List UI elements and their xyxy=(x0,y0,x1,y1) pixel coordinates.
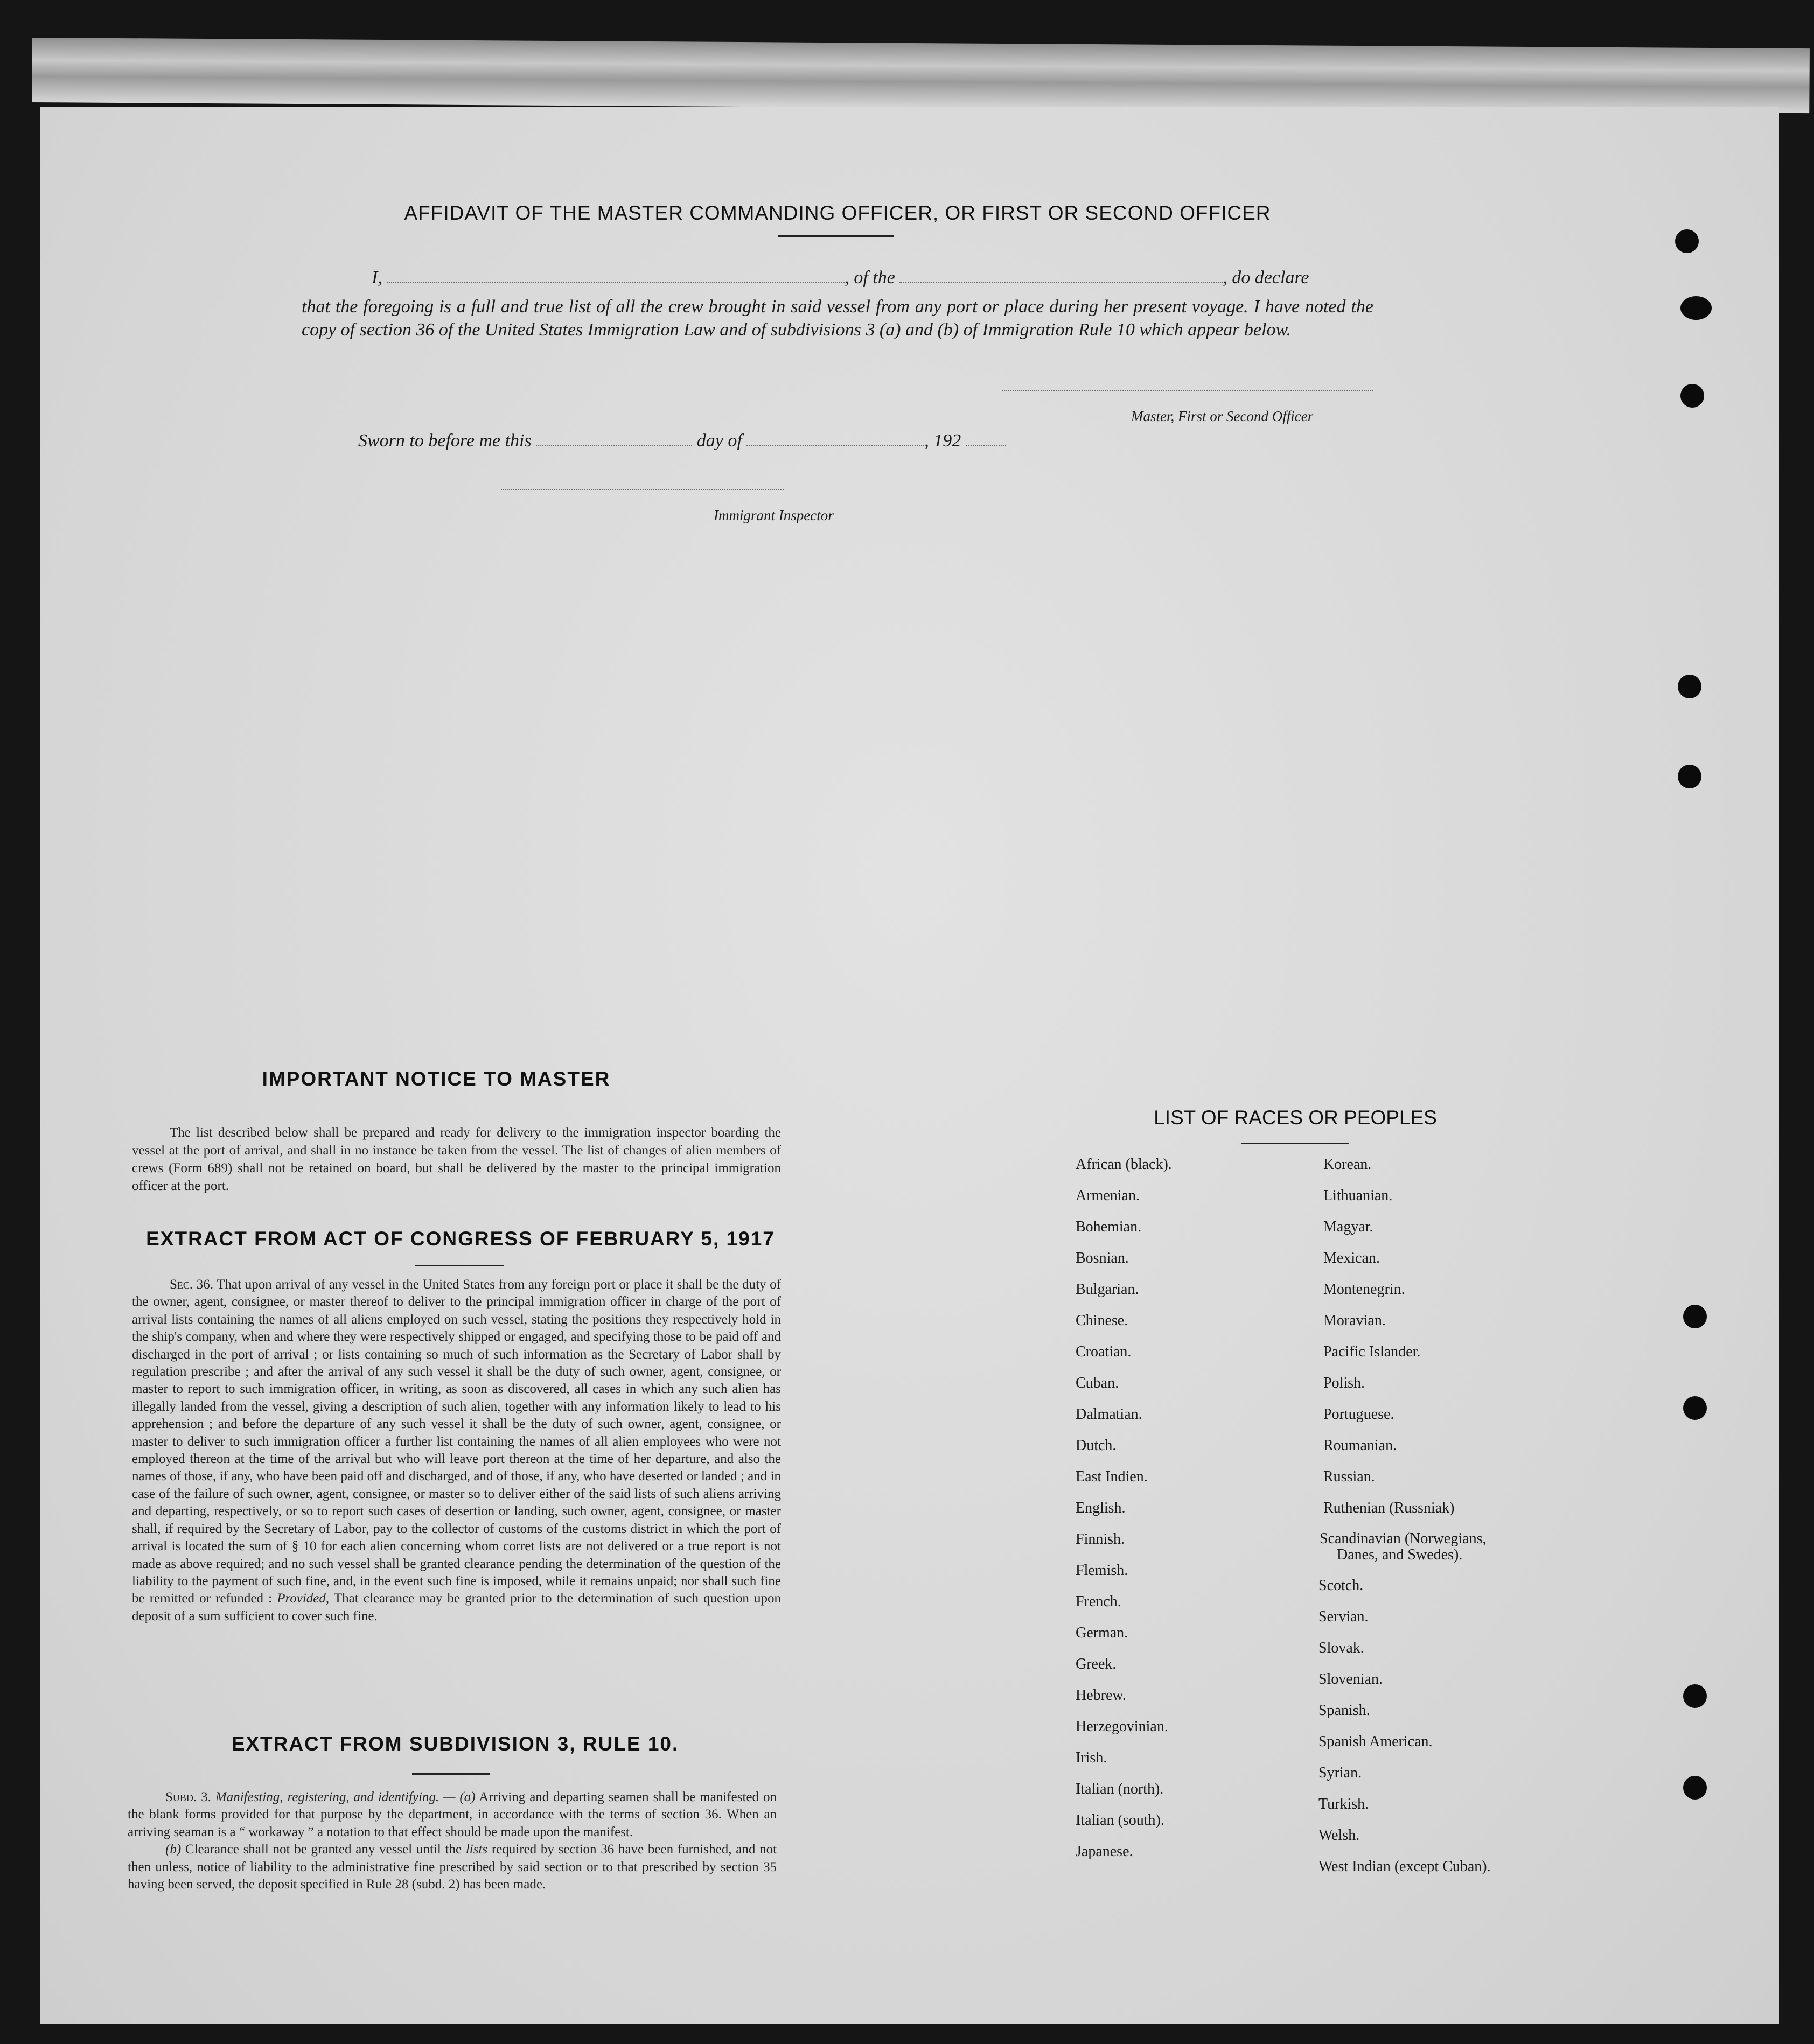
para-b-lists: lists xyxy=(465,1842,488,1857)
section-label: Sec. 36. xyxy=(170,1277,214,1292)
race-item: Mexican. xyxy=(1323,1250,1380,1266)
binder-hole xyxy=(1680,384,1704,408)
binder-hole xyxy=(1675,229,1699,253)
inspector-signature-line[interactable] xyxy=(501,489,784,490)
rule-10-text xyxy=(128,1789,777,1893)
race-item: Russian. xyxy=(1323,1468,1375,1485)
name-blank[interactable] xyxy=(387,282,845,283)
race-item: East Indien. xyxy=(1076,1468,1148,1485)
race-item: Italian (south). xyxy=(1076,1812,1164,1829)
race-item: Irish. xyxy=(1076,1749,1107,1766)
race-item: Herzegovinian. xyxy=(1076,1718,1168,1735)
affidavit-title: AFFIDAVIT OF THE MASTER COMMANDING OFFICER, OR FIRST OR SECOND OFFICER xyxy=(404,202,1271,224)
race-item: Ruthenian (Russniak) xyxy=(1323,1500,1455,1516)
para-a-label: — (a) xyxy=(443,1790,476,1804)
binder-hole xyxy=(1678,765,1701,788)
sworn-line xyxy=(358,431,1006,451)
race-item: Bosnian. xyxy=(1076,1250,1129,1266)
subd-heading: Manifesting, registering, and identifying. xyxy=(215,1790,439,1804)
race-item: Turkish. xyxy=(1318,1796,1369,1812)
race-item: Servian. xyxy=(1318,1608,1369,1625)
binder-hole xyxy=(1683,1305,1707,1328)
race-item: Italian (north). xyxy=(1076,1781,1164,1797)
races-right-column xyxy=(1323,1157,1454,1531)
race-scandinavian xyxy=(1320,1531,1486,1563)
scanned-edge-strip xyxy=(32,38,1810,113)
race-item: Korean. xyxy=(1323,1156,1372,1173)
race-item: Polish. xyxy=(1323,1375,1365,1391)
race-item: Portuguese. xyxy=(1323,1406,1394,1423)
rule-extract-rule xyxy=(412,1773,490,1775)
races-title: LIST OF RACES OR PEOPLES xyxy=(1154,1107,1437,1129)
race-item: Magyar. xyxy=(1323,1219,1373,1235)
notice-paragraph: The list described below shall be prepared and ready for delivery to the immigration inspector boarding the vessel at the port of arrival, and shall in no instance be taken from the vessel. The list of changes of alien members of crews (Form 689) shall not be retained on board, but shall be delivered by the master to the principal immigration officer at the port. xyxy=(132,1125,781,1193)
race-item: Dutch. xyxy=(1076,1437,1117,1454)
race-item: Flemish. xyxy=(1076,1562,1128,1579)
race-item: Croatian. xyxy=(1076,1343,1132,1360)
year-label: , 192 xyxy=(924,431,961,451)
race-item: Slovak. xyxy=(1318,1640,1364,1656)
sworn-day-blank[interactable] xyxy=(536,444,692,446)
race-item: German. xyxy=(1076,1625,1128,1641)
race-item: Japanese. xyxy=(1076,1843,1133,1860)
race-item: Cuban. xyxy=(1076,1375,1119,1391)
race-item: Lithuanian. xyxy=(1323,1187,1393,1204)
act-extract-title: EXTRACT FROM ACT OF CONGRESS OF FEBRUARY 5, 1917 xyxy=(146,1228,775,1250)
race-item: Finnish. xyxy=(1076,1531,1125,1548)
day-of-label: day of xyxy=(696,431,742,451)
race-item: Welsh. xyxy=(1318,1827,1360,1844)
para-b-label: (b) xyxy=(165,1842,182,1857)
race-item: Montenegrin. xyxy=(1323,1281,1405,1298)
section-36-text xyxy=(132,1276,781,1625)
races-title-rule xyxy=(1241,1143,1349,1144)
sworn-label: Sworn to before me this xyxy=(358,431,532,451)
affidavit-declare-line xyxy=(302,268,1373,288)
act-extract-rule xyxy=(415,1265,504,1266)
race-item: English. xyxy=(1076,1500,1126,1516)
vessel-blank[interactable] xyxy=(899,282,1223,283)
subd-label: Subd. 3. xyxy=(165,1790,211,1804)
race-item: Spanish American. xyxy=(1318,1733,1433,1750)
race-item: French. xyxy=(1076,1593,1121,1610)
race-item: African (black). xyxy=(1076,1156,1172,1173)
master-signature-line[interactable] xyxy=(1002,390,1373,391)
i-label: I, xyxy=(372,268,382,288)
section-36-end: That clearance may be granted prior to the determination of such question upon deposit of a sum sufficient to cover such fine. xyxy=(132,1591,781,1623)
of-the-label: , of the xyxy=(845,268,895,288)
scandinavian-line1: Scandinavian (Norwegians, xyxy=(1320,1530,1487,1547)
inspector-label: Immigrant Inspector xyxy=(714,507,834,523)
race-item: Greek. xyxy=(1076,1656,1117,1672)
provided-label: Provided, xyxy=(277,1591,330,1606)
race-item: Moravian. xyxy=(1323,1312,1386,1329)
race-item: Hebrew. xyxy=(1076,1687,1126,1704)
para-b-start: Clearance shall not be granted any vessel until the xyxy=(185,1842,462,1857)
sworn-year-blank[interactable] xyxy=(966,444,1006,446)
do-declare-label: , do declare xyxy=(1223,268,1309,288)
binder-hole xyxy=(1683,1684,1707,1708)
affidavit-title-rule xyxy=(778,235,894,237)
binder-hole xyxy=(1680,296,1712,320)
notice-title: IMPORTANT NOTICE TO MASTER xyxy=(262,1068,611,1090)
sworn-month-blank[interactable] xyxy=(746,444,924,446)
race-item: Dalmatian. xyxy=(1076,1406,1142,1423)
binder-hole xyxy=(1683,1776,1707,1800)
race-item: Slovenian. xyxy=(1318,1671,1383,1688)
section-36-body: That upon arrival of any vessel in the United States from any foreign port or place it shall be the duty of the owner, agent, consignee, or master thereof to deliver to the principal immigration officer in charge of the port of arrival lists containing the names of all aliens employed on such vessel, stating the positions they respectively hold in the ship's company, when and where they were respectively shipped or engaged, and specifying those to be paid off and discharged in the port of arrival ; or lists containing so much of such information as the Secretary of Labor shall by regulation prescribe ; and after the arrival of any such vessel it shall be the duty of such owner, agent, consignee, or master to report to such immigration officer, in writing, as soon as discovered, all cases in which any such alien has illegally landed from the vessel, giving a description of such alien, together with any information likely to lead to his apprehension ; and before the departure of any such vessel it shall be the duty of such owner, agent, consignee, or master to deliver to such immigration officer a further list containing the names of all alien employees who were not employed thereon at the time of the arrival but who will leave port thereon at the time of her departure, and also the names of those, if any, who have been paid off and discharged, and of those, if any, who have deserted or landed ; and in case of the failure of such owner, agent, consignee, or master so to deliver either of the said lists of such aliens arriving and departing, respectively, or so to report such cases of desertion or landing, such owner, agent, consignee, or master shall, if required by the Secretary of Labor, pay to the collector of customs of the customs district in which the port of arrival is located the sum of § 10 for each alien concerning whom corret lists are not delivered or a true report is not made as above required; and no such vessel shall be granted clearance pending the determination of the question of the liability to the payment of such fine, and, in the event such fine is imposed, while it remains unpaid; nor shall such fine be remitted or refunded : xyxy=(132,1277,781,1606)
race-item: Scotch. xyxy=(1318,1577,1364,1594)
race-item: Armenian. xyxy=(1076,1187,1140,1204)
scandinavian-line2: Danes, and Swedes). xyxy=(1337,1546,1463,1563)
race-item: Chinese. xyxy=(1076,1312,1128,1329)
race-item: Bohemian. xyxy=(1076,1219,1142,1235)
notice-text xyxy=(132,1124,781,1195)
races-right-column-continued xyxy=(1318,1578,1491,1890)
race-item: Syrian. xyxy=(1318,1765,1362,1781)
race-item: Pacific Islander. xyxy=(1323,1343,1421,1360)
affidavit-declaration: that the foregoing is a full and true list of all the crew brought in said vessel from any port or place during her present voyage. I have noted the copy of section 36 of the United States Immigration Law and of subdivisions 3 (a) and (b) of Immigration Rule 10 which appear below. xyxy=(302,297,1373,340)
race-item: Bulgarian. xyxy=(1076,1281,1139,1298)
races-left-column xyxy=(1076,1157,1172,1875)
master-signature-label: Master, First or Second Officer xyxy=(1131,408,1314,424)
race-item: West Indian (except Cuban). xyxy=(1318,1858,1491,1875)
binder-hole xyxy=(1678,675,1701,698)
race-item: Roumanian. xyxy=(1323,1437,1397,1454)
para-a-text: Arriving and departing seamen shall be manifested on the blank forms provided for that purpose by the department, in accordance with the terms of section 36. When an arriving seaman is a “ workaway ” a notation to that effect should be made upon the manifest. xyxy=(128,1790,777,1839)
para-b-end: required by section 36 have been furnished, and not then unless, notice of liability to the administrative fine prescribed by said section or to that prescribed by section 35 having been served, the deposit specified in Rule 28 (subd. 2) has been made. xyxy=(128,1842,777,1892)
rule-extract-title: EXTRACT FROM SUBDIVISION 3, RULE 10. xyxy=(231,1733,679,1755)
binder-hole xyxy=(1683,1396,1707,1420)
race-item: Spanish. xyxy=(1318,1702,1370,1719)
